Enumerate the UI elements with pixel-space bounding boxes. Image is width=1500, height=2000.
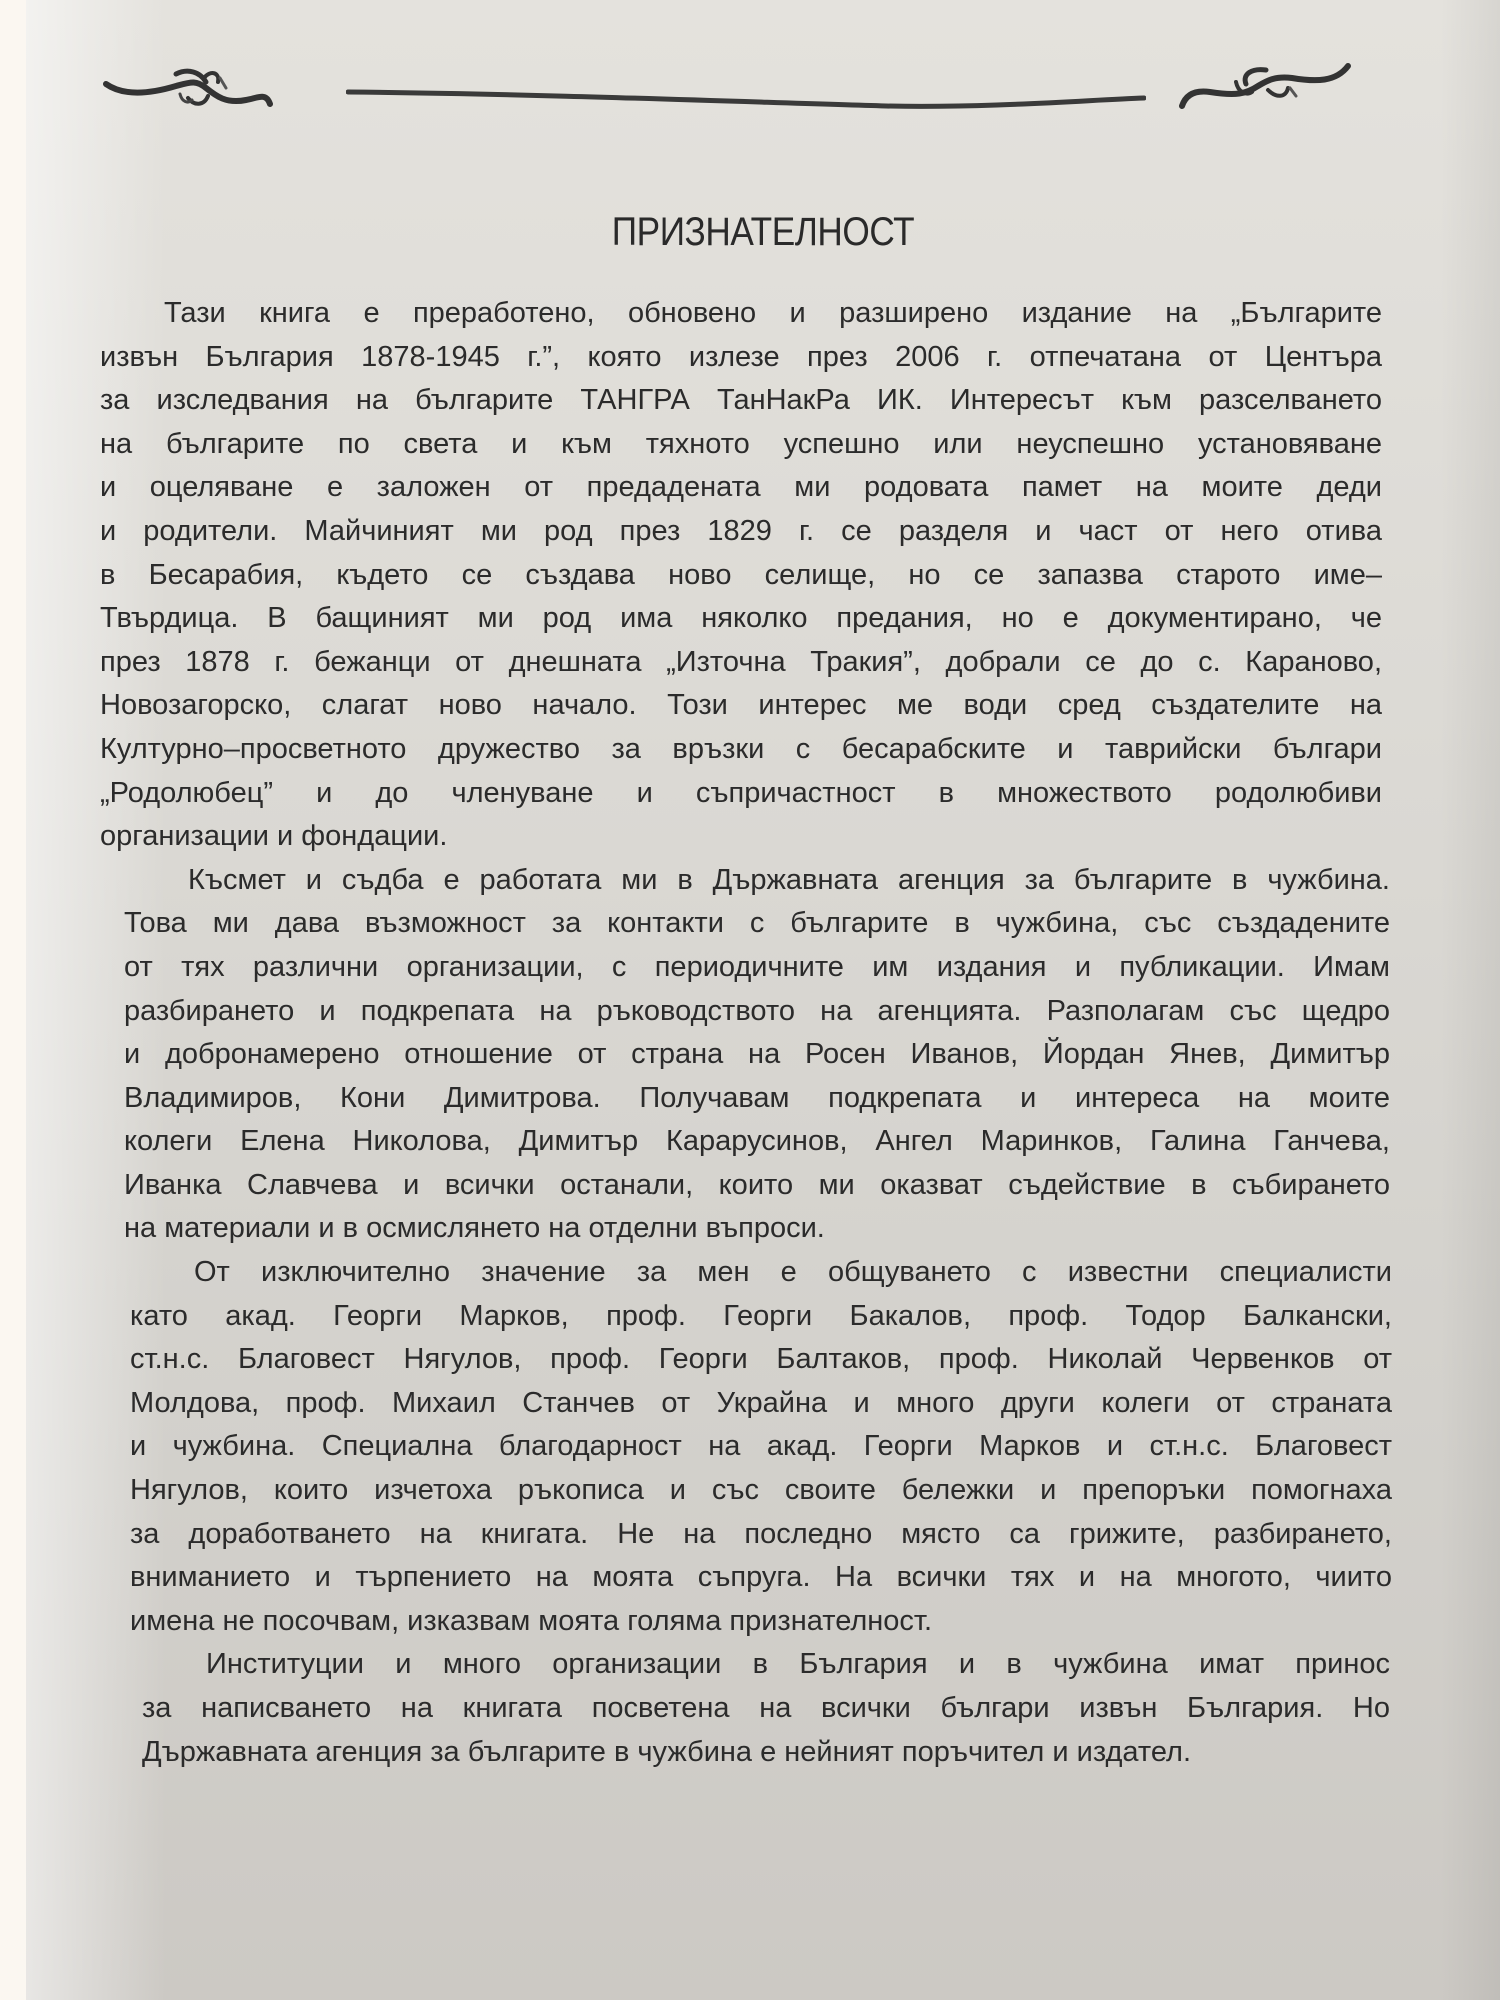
text-line: Нягулов, които изчетоха ръкописа и със своите бележки и препоръки помогнаха [130, 1474, 1392, 1507]
text-line: вниманието и търпението на моята съпруга. На всички тях и на многото, чиито [130, 1561, 1392, 1594]
text-line: организации и фондации. [100, 820, 448, 853]
text-line: на материали и в осмислянето на отделни въпроси. [124, 1212, 825, 1245]
text-line: за изследвания на българите ТАНГРА ТанНакРа ИК. Интересът към разселването [100, 384, 1382, 417]
flourish-ornament-right [1176, 58, 1356, 118]
text-line: „Родолюбец” и до членуване и съпричастност в множеството родолюбиви [100, 776, 1382, 809]
text-line: и добронамерено отношение от страна на Росен Иванов, Йордан Янев, Димитър [124, 1038, 1390, 1071]
text-line: Молдова, проф. Михаил Станчев от Украйна и много други колеги от страната [130, 1386, 1392, 1419]
text-line: Твърдица. В бащиният ми род има няколко предания, но е документирано, че [100, 602, 1382, 635]
text-line: Културно–просветното дружество за връзки с бесарабските и таврийски българи [100, 732, 1382, 765]
paragraph [142, 1643, 1390, 1774]
flourish-ornament-left [96, 58, 276, 118]
divider-rule [346, 82, 1146, 112]
paragraph [124, 859, 1390, 1251]
text-line: от тях различни организации, с периодичните им издания и публикации. Имам [124, 950, 1390, 983]
text-line: Тази книга е преработено, обновено и разширено издание на „Българите [164, 297, 1382, 329]
text-line: Новозагорско, слагат ново начало. Този интерес ме води сред създателите на [100, 689, 1382, 722]
text-line: през 1878 г. бежанци от днешната „Източна Тракия”, добрали се до с. Караново, [100, 645, 1382, 678]
text-line: и оцеляване е заложен от предадената ми родовата памет на моите деди [100, 471, 1382, 504]
page-title: ПРИЗНАТЕЛНОСТ [611, 210, 915, 254]
text-line: Иванка Славчева и всички останали, които ми оказват съдействие в събирането [124, 1168, 1390, 1201]
paragraph [100, 292, 1382, 859]
body-text [100, 292, 1392, 1774]
text-line: Късмет и съдба е работата ми в Държавната агенция за българите в чужбина. [188, 863, 1390, 896]
book-page [26, 0, 1500, 2000]
text-line: От изключително значение за мен е общуването с известни специалисти [194, 1256, 1392, 1289]
text-line: като акад. Георги Марков, проф. Георги Бакалов, проф. Тодор Балкански, [130, 1299, 1392, 1332]
text-line: Това ми дава възможност за контакти с българите в чужбина, със създадените [124, 907, 1390, 940]
text-line: Владимиров, Кони Димитрова. Получавам подкрепата и интереса на моите [124, 1081, 1390, 1114]
text-line: Институции и много организации в България и в чужбина имат принос [206, 1648, 1390, 1681]
text-line: имена не посочвам, изказвам моята голяма признателност. [130, 1604, 933, 1637]
text-line: и чужбина. Специална благодарност на акад. Георги Марков и ст.н.с. Благовест [130, 1430, 1392, 1463]
text-line: ст.н.с. Благовест Нягулов, проф. Георги Балтаков, проф. Николай Червенков от [130, 1343, 1392, 1376]
text-line: Държавната агенция за българите в чужбина е нейният поръчител и издател. [142, 1735, 1192, 1768]
text-line: в Бесарабия, където се създава ново селище, но се запазва старото име– [100, 558, 1382, 591]
paragraph [130, 1251, 1392, 1643]
text-line: на българите по света и към тяхното успешно или неуспешно установяване [100, 427, 1382, 460]
text-line: извън България 1878-1945 г.”, която излезе през 2006 г. отпечатана от Центъра [100, 340, 1382, 373]
text-line: за написването на книгата посветена на всички българи извън България. Но [142, 1692, 1390, 1724]
text-line: за доработването на книгата. Не на последно място са грижите, разбирането, [130, 1517, 1392, 1550]
text-line: и родители. Майчиният ми род през 1829 г. се разделя и част от него отива [100, 514, 1382, 547]
text-line: колеги Елена Николова, Димитър Карарусинов, Ангел Маринков, Галина Ганчева, [124, 1125, 1390, 1158]
text-line: разбирането и подкрепата на ръководството на агенцията. Разполагам със щедро [124, 994, 1390, 1027]
